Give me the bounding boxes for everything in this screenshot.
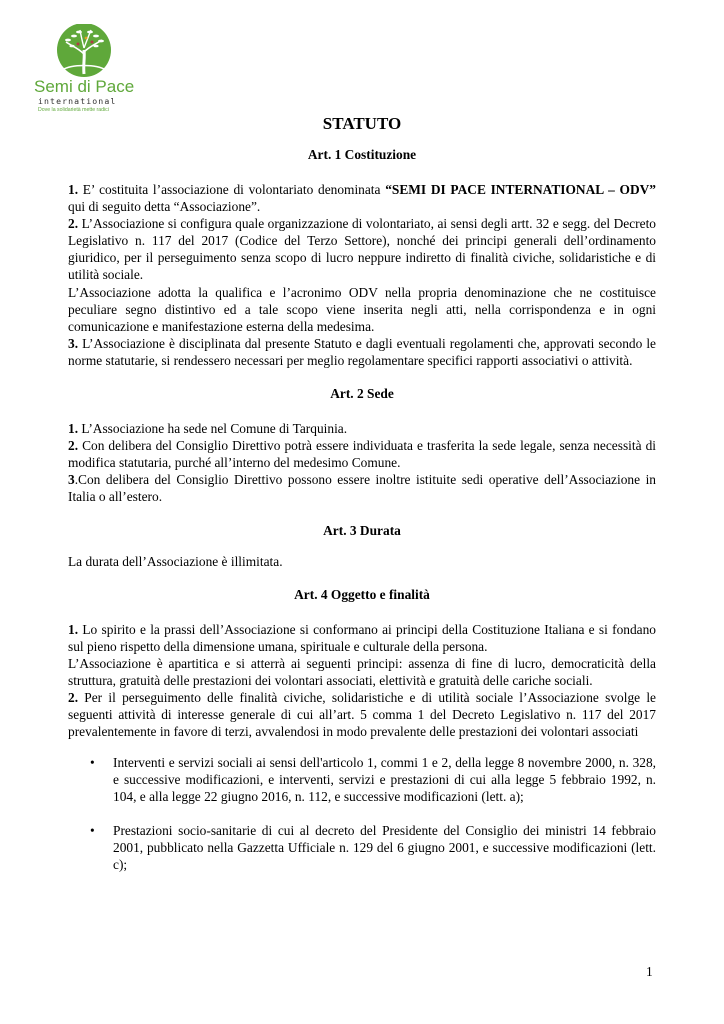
paragraph-text: L’Associazione è disciplinata dal presente Statuto e dagli eventuali regolamenti che, approvati secondo le norme statutarie, si rendessero necessari per meglio regolamentare specifici rapporti associativi o attività. xyxy=(68,335,656,368)
paragraph-text: Con delibera del Consiglio Direttivo potrà essere individuata e trasferita la sede legale, senza necessità di modifica statutaria, purché all’interno del medesimo Comune. xyxy=(68,438,656,471)
article-4-paragraph-2 xyxy=(68,689,656,740)
article-1-heading: Art. 1 Costituzione xyxy=(307,147,417,162)
paragraph-text: .Con delibera del Consiglio Direttivo possono essere inoltre istituite sedi operative dell’Associazione in Italia o all’estero. xyxy=(68,472,656,505)
article-2-paragraph-3 xyxy=(68,471,656,505)
paragraph-text: E’ costituita l’associazione di volontariato denominata xyxy=(78,182,386,197)
page-number: 1 xyxy=(646,964,653,979)
paragraph-number: 3. xyxy=(68,335,79,351)
paragraph-text: Per il perseguimento delle finalità civiche, solidaristiche e di utilità sociale l’Associazione svolge le seguenti attività di interesse generale di cui all’art. 5 comma 1 del Decreto Legislativo n. 117 del 2017 prevalentemente in favore di terzi, avvalendosi in modo prevalente delle prestazioni dei volontari associati xyxy=(68,689,656,740)
bullet-icon: • xyxy=(90,822,95,838)
paragraph-text: L’Associazione ha sede nel Comune di Tarquinia. xyxy=(78,421,348,437)
list-item xyxy=(68,754,656,805)
list-item-text: Interventi e servizi sociali ai sensi dell'articolo 1, commi 1 e 2, della legge 8 novembre 2000, n. 328, e successive modificazioni, e interventi, servizi e prestazioni di cui alla legge 5 febbraio 1992, n. 104, e alla legge 22 giugno 2016, n. 112, e successive modificazioni (lett. a); xyxy=(113,755,656,805)
article-4-paragraph-1 xyxy=(68,621,656,655)
paragraph-number: 2. xyxy=(68,216,79,232)
paragraph-number: 2. xyxy=(68,689,79,705)
article-1-paragraph-2 xyxy=(68,215,656,283)
association-name: “SEMI DI PACE INTERNATIONAL – ODV” xyxy=(385,182,656,197)
paragraph-number: 1. xyxy=(68,421,79,437)
paragraph-text: Lo spirito e la prassi dell’Associazione si conformano ai principi della Costituzione Italiana e si fondano sul pieno rispetto della dimensione umana, spirituale e culturale della persona. xyxy=(68,621,656,654)
paragraph-number: 2. xyxy=(68,438,79,454)
article-1-paragraph-3 xyxy=(68,335,656,369)
article-1-paragraph-2b: L’Associazione adotta la qualifica e l’acronimo ODV nella propria denominazione che ne costituisce peculiare segno distintivo ed a tale scopo viene inserita negli atti, nella corrispondenza e in ogni comunicazione e manifestazione esterna della medesima. xyxy=(68,284,656,334)
paragraph-number: 3 xyxy=(68,472,75,488)
paragraph-number: 1. xyxy=(68,621,79,637)
paragraph-text: qui di seguito detta “Associazione”. xyxy=(68,199,261,215)
article-4-paragraph-1b: L’Associazione è apartitica e si atterrà ai seguenti principi: assenza di fine di lucro, democraticità della struttura, gratuità delle prestazioni dei volontari associati, elettività e gratuità delle cariche sociali. xyxy=(68,655,656,688)
article-4-heading: Art. 4 Oggetto e finalità xyxy=(294,586,430,602)
activities-list xyxy=(68,754,656,873)
article-1-paragraph-1 xyxy=(68,181,656,215)
list-item xyxy=(68,822,656,873)
article-3-paragraph-1: La durata dell’Associazione è illimitata. xyxy=(68,553,283,569)
article-2-heading: Art. 2 Sede xyxy=(330,386,394,402)
olive-tree-emblem xyxy=(48,24,120,80)
paragraph-text: L’Associazione si configura quale organizzazione di volontariato, ai sensi degli artt. 32 e segg. del Decreto Legislativo n. 117 del 2017 (Codice del Terzo Settore), nonché dei principi generali dell’ordinamento giuridico, per il perseguimento senza scopo di lucro neppure indiretto di finalità civiche, solidaristiche e di utilità sociale. xyxy=(68,216,656,283)
list-item-text: Prestazioni socio-sanitarie di cui al decreto del Presidente del Consiglio dei ministri 14 febbraio 2001, pubblicato nella Gazzetta Ufficiale n. 129 del 6 giugno 2001, e successive modificazioni (lett. c); xyxy=(113,822,656,872)
document-body xyxy=(68,114,656,873)
article-3-heading: Art. 3 Durata xyxy=(323,522,401,538)
logo-name: Semi di Pace xyxy=(34,77,135,96)
logo-motto: Dove la solidarietà mette radici xyxy=(38,107,109,113)
paragraph-number: 1. xyxy=(68,182,79,197)
document-title: STATUTO xyxy=(322,114,402,133)
article-2-paragraph-1 xyxy=(68,420,656,437)
article-2-paragraph-2 xyxy=(68,437,656,471)
logo-subtitle: international xyxy=(38,96,117,106)
bullet-icon: • xyxy=(90,755,95,771)
organization-logo xyxy=(34,24,134,116)
